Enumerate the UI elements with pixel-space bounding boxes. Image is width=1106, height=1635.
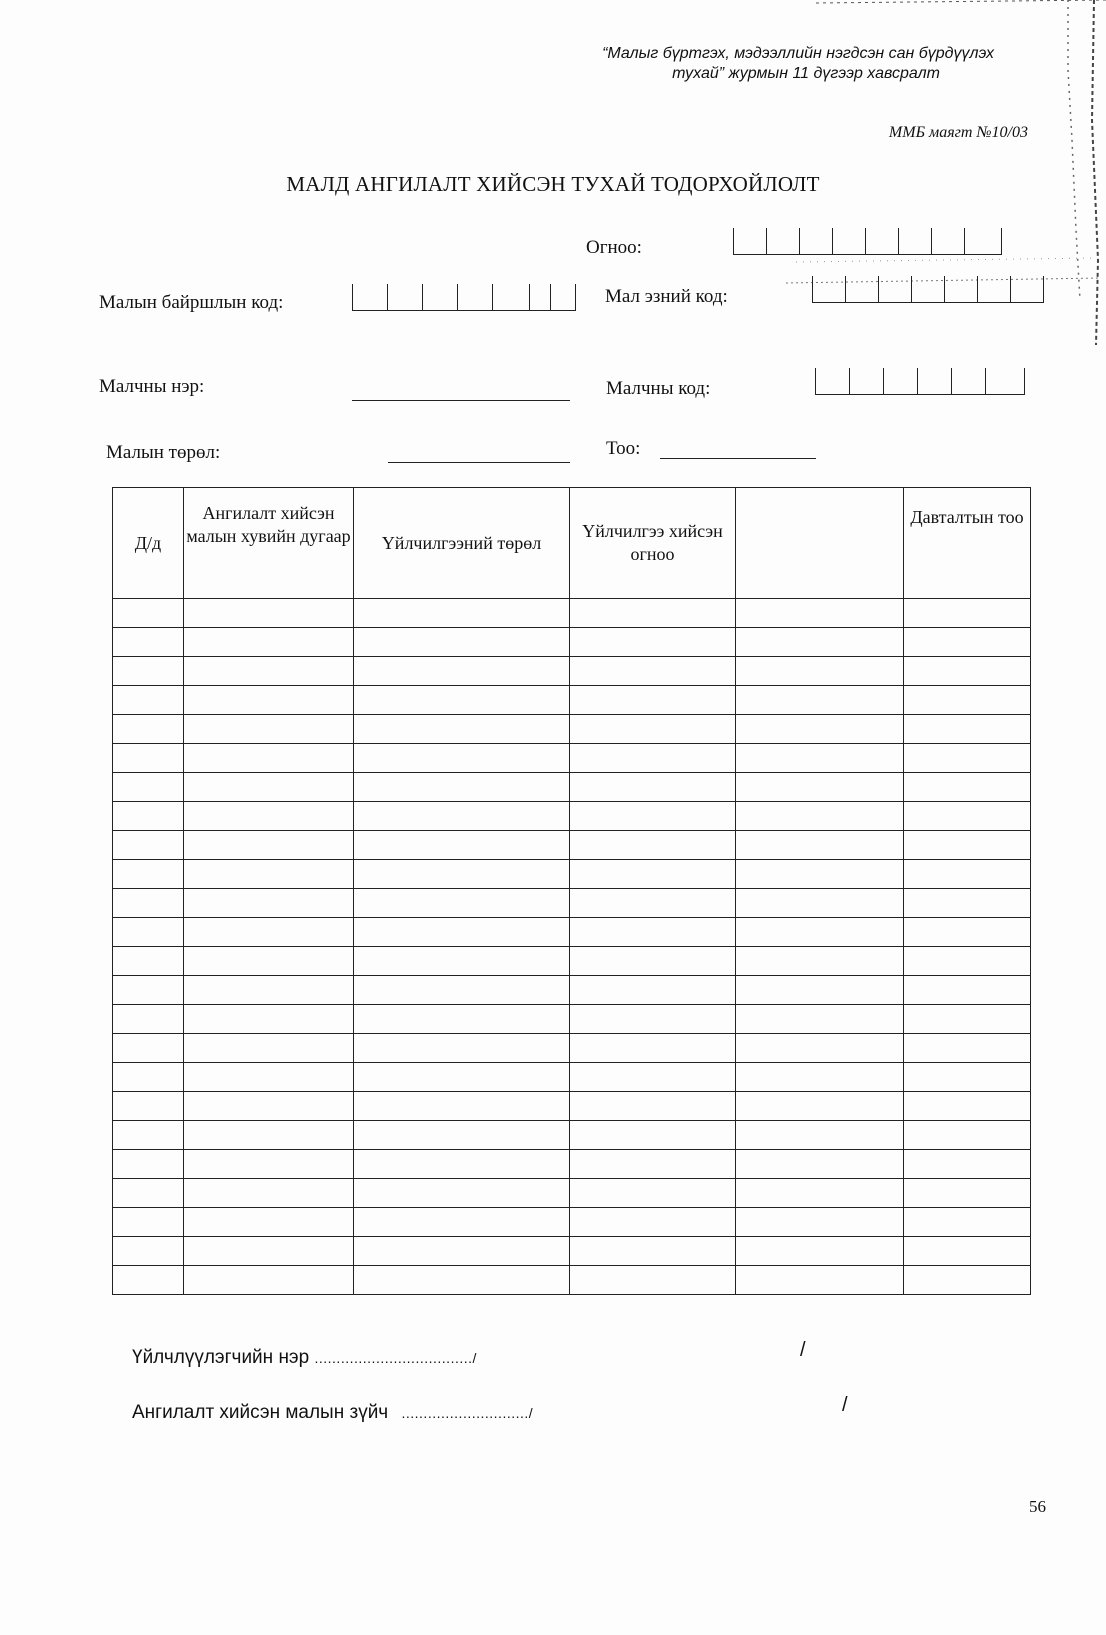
table-cell[interactable] — [113, 1034, 184, 1063]
table-cell[interactable] — [354, 1237, 570, 1266]
table-row — [113, 918, 1031, 947]
table-cell[interactable] — [904, 802, 1031, 831]
table-cell[interactable] — [904, 947, 1031, 976]
table-cell[interactable] — [184, 628, 354, 657]
table-cell[interactable] — [184, 599, 354, 628]
table-cell[interactable] — [570, 1237, 736, 1266]
table-cell[interactable] — [184, 773, 354, 802]
table-cell[interactable] — [113, 860, 184, 889]
table-cell[interactable] — [736, 1063, 904, 1092]
table-cell[interactable] — [113, 918, 184, 947]
table-cell[interactable] — [736, 1208, 904, 1237]
table-cell[interactable] — [570, 1150, 736, 1179]
table-cell[interactable] — [184, 744, 354, 773]
table-cell[interactable] — [904, 1266, 1031, 1295]
table-cell[interactable] — [184, 1237, 354, 1266]
zootechnician-line — [132, 1402, 533, 1424]
table-cell[interactable] — [904, 628, 1031, 657]
table-cell[interactable] — [354, 1179, 570, 1208]
herder-name-field[interactable] — [352, 378, 570, 401]
service-user-label: Үйлчлүүлэгчийн нэр — [132, 1347, 310, 1368]
table-cell[interactable] — [904, 918, 1031, 947]
table-cell[interactable] — [113, 1005, 184, 1034]
table-row — [113, 744, 1031, 773]
table-cell[interactable] — [354, 1150, 570, 1179]
table-cell[interactable] — [184, 860, 354, 889]
table-cell[interactable] — [184, 657, 354, 686]
table-cell[interactable] — [736, 1150, 904, 1179]
table-cell[interactable] — [904, 1005, 1031, 1034]
location-code-label: Малын байршлын код: — [99, 292, 284, 313]
table-cell[interactable] — [354, 1266, 570, 1295]
table-cell[interactable] — [113, 1208, 184, 1237]
table-cell[interactable] — [354, 1063, 570, 1092]
page-number: 56 — [1029, 1497, 1046, 1516]
table-cell[interactable] — [113, 628, 184, 657]
table-cell[interactable] — [113, 1237, 184, 1266]
table-cell[interactable] — [354, 715, 570, 744]
table-cell[interactable] — [904, 831, 1031, 860]
livestock-type-field[interactable] — [388, 440, 570, 463]
header-repeat-count: Давталтын тоо — [904, 488, 1031, 599]
zootechnician-signature-field[interactable]: ............................./ — [401, 1405, 534, 1421]
table-cell[interactable] — [113, 686, 184, 715]
table-cell[interactable] — [184, 686, 354, 715]
location-code-boxes[interactable] — [352, 284, 576, 311]
table-row — [113, 1150, 1031, 1179]
table-cell[interactable] — [354, 802, 570, 831]
table-cell[interactable] — [736, 889, 904, 918]
table-cell[interactable] — [354, 860, 570, 889]
table-cell[interactable] — [184, 715, 354, 744]
regulation-line-1: “Малыг бүртгэх, мэдээллийн нэгдсэн сан бүрдүүлэх — [602, 45, 994, 62]
table-cell[interactable] — [354, 976, 570, 1005]
table-row — [113, 947, 1031, 976]
table-cell[interactable] — [904, 976, 1031, 1005]
table-cell[interactable] — [904, 1237, 1031, 1266]
table-cell[interactable] — [113, 1092, 184, 1121]
table-cell[interactable] — [113, 1179, 184, 1208]
table-cell[interactable] — [570, 1121, 736, 1150]
table-row — [113, 860, 1031, 889]
table-cell[interactable] — [354, 1034, 570, 1063]
table-cell[interactable] — [570, 1266, 736, 1295]
table-cell[interactable] — [904, 1208, 1031, 1237]
table-cell[interactable] — [904, 1150, 1031, 1179]
table-cell[interactable] — [184, 889, 354, 918]
table-cell[interactable] — [354, 1208, 570, 1237]
table-cell[interactable] — [184, 1150, 354, 1179]
table-cell[interactable] — [904, 1092, 1031, 1121]
table-row — [113, 773, 1031, 802]
table-cell[interactable] — [904, 657, 1031, 686]
classification-table — [112, 487, 1031, 1295]
table-row — [113, 831, 1031, 860]
table-cell[interactable] — [184, 1208, 354, 1237]
table-cell[interactable] — [904, 1121, 1031, 1150]
table-cell[interactable] — [736, 947, 904, 976]
table-header-row — [113, 488, 1031, 599]
table-row — [113, 715, 1031, 744]
table-cell[interactable] — [904, 744, 1031, 773]
header-service-date: Үйлчилгээ хийсэн огноо — [570, 488, 736, 599]
table-cell[interactable] — [354, 628, 570, 657]
table-cell[interactable] — [354, 686, 570, 715]
table-row — [113, 976, 1031, 1005]
table-cell[interactable] — [904, 686, 1031, 715]
table-cell[interactable] — [570, 1063, 736, 1092]
date-label: Огноо: — [586, 237, 642, 258]
table-cell[interactable] — [570, 860, 736, 889]
table-cell[interactable] — [113, 1150, 184, 1179]
regulation-note — [524, 44, 994, 84]
page-title: МАЛД АНГИЛАЛТ ХИЙСЭН ТУХАЙ ТОДОРХОЙЛОЛТ — [286, 172, 820, 196]
table-cell[interactable] — [570, 744, 736, 773]
table-cell[interactable] — [354, 889, 570, 918]
table-cell[interactable] — [113, 947, 184, 976]
table-cell[interactable] — [736, 860, 904, 889]
table-cell[interactable] — [354, 657, 570, 686]
table-cell[interactable] — [736, 1092, 904, 1121]
table-cell[interactable] — [570, 686, 736, 715]
table-cell[interactable] — [570, 976, 736, 1005]
table-row — [113, 1092, 1031, 1121]
table-cell[interactable] — [354, 831, 570, 860]
table-cell[interactable] — [904, 889, 1031, 918]
table-cell[interactable] — [354, 947, 570, 976]
table-cell[interactable] — [184, 1266, 354, 1295]
header-index: Д/д — [113, 488, 184, 599]
table-cell[interactable] — [113, 831, 184, 860]
table-cell[interactable] — [736, 1034, 904, 1063]
table-cell[interactable] — [736, 1266, 904, 1295]
table-row — [113, 889, 1031, 918]
table-cell[interactable] — [184, 1121, 354, 1150]
table-cell[interactable] — [736, 802, 904, 831]
table-cell[interactable] — [184, 1034, 354, 1063]
table-cell[interactable] — [736, 628, 904, 657]
table-row — [113, 1063, 1031, 1092]
table-cell[interactable] — [736, 1237, 904, 1266]
table-cell[interactable] — [904, 715, 1031, 744]
table-row — [113, 1208, 1031, 1237]
zootechnician-slash: / — [842, 1394, 848, 1416]
table-cell[interactable] — [113, 889, 184, 918]
herder-code-label: Малчны код: — [606, 378, 711, 399]
table-cell[interactable] — [113, 657, 184, 686]
table-cell[interactable] — [354, 918, 570, 947]
regulation-line-2: тухай” журмын 11 дүгээр хавсралт — [672, 65, 940, 82]
table-cell[interactable] — [736, 831, 904, 860]
table-cell[interactable] — [570, 773, 736, 802]
table-cell[interactable] — [354, 1121, 570, 1150]
service-user-slash: / — [800, 1339, 806, 1361]
table-cell[interactable] — [570, 628, 736, 657]
table-cell[interactable] — [736, 773, 904, 802]
form-code: ММБ маягт №10/03 — [888, 124, 1028, 141]
table-cell[interactable] — [736, 744, 904, 773]
table-cell[interactable] — [354, 773, 570, 802]
table-cell[interactable] — [570, 1005, 736, 1034]
table-cell[interactable] — [570, 715, 736, 744]
table-cell[interactable] — [736, 657, 904, 686]
table-cell[interactable] — [904, 860, 1031, 889]
header-blank — [736, 488, 904, 599]
livestock-type-label: Малын төрөл: — [106, 442, 221, 463]
table-row — [113, 628, 1031, 657]
table-cell[interactable] — [570, 802, 736, 831]
table-cell[interactable] — [904, 599, 1031, 628]
herder-name-label: Малчны нэр: — [99, 376, 205, 397]
table-cell[interactable] — [184, 1063, 354, 1092]
table-cell[interactable] — [113, 1121, 184, 1150]
table-cell[interactable] — [570, 1034, 736, 1063]
service-user-line — [132, 1347, 477, 1369]
table-cell[interactable] — [113, 715, 184, 744]
table-cell[interactable] — [570, 1208, 736, 1237]
table-cell[interactable] — [113, 802, 184, 831]
table-cell[interactable] — [904, 1179, 1031, 1208]
header-service-type: Үйлчилгээний төрөл — [354, 488, 570, 599]
table-cell[interactable] — [113, 773, 184, 802]
table-cell[interactable] — [904, 1063, 1031, 1092]
table-row — [113, 802, 1031, 831]
table-cell[interactable] — [113, 744, 184, 773]
table-cell[interactable] — [184, 947, 354, 976]
herder-code-boxes[interactable] — [815, 368, 1025, 395]
table-cell[interactable] — [184, 918, 354, 947]
table-cell[interactable] — [736, 1121, 904, 1150]
table-cell[interactable] — [113, 1266, 184, 1295]
table-cell[interactable] — [184, 1179, 354, 1208]
table-cell[interactable] — [113, 976, 184, 1005]
table-cell[interactable] — [736, 1179, 904, 1208]
table-cell[interactable] — [570, 1092, 736, 1121]
table-cell[interactable] — [184, 976, 354, 1005]
table-cell[interactable] — [570, 1179, 736, 1208]
table-cell[interactable] — [736, 715, 904, 744]
table-row — [113, 1237, 1031, 1266]
date-code-boxes[interactable] — [733, 228, 1002, 255]
zootechnician-label: Ангилалт хийсэн малын зүйч — [132, 1402, 389, 1423]
table-cell[interactable] — [570, 831, 736, 860]
table-cell[interactable] — [184, 1092, 354, 1121]
table-cell[interactable] — [570, 918, 736, 947]
table-cell[interactable] — [570, 599, 736, 628]
table-cell[interactable] — [570, 947, 736, 976]
owner-code-label: Мал эзний код: — [605, 286, 728, 307]
table-cell[interactable] — [354, 1092, 570, 1121]
table-cell[interactable] — [570, 889, 736, 918]
table-cell[interactable] — [184, 802, 354, 831]
table-cell[interactable] — [184, 1005, 354, 1034]
table-cell[interactable] — [736, 918, 904, 947]
table-cell[interactable] — [736, 976, 904, 1005]
table-row — [113, 1034, 1031, 1063]
table-cell[interactable] — [736, 1005, 904, 1034]
table-cell[interactable] — [904, 1034, 1031, 1063]
table-row — [113, 657, 1031, 686]
table-row — [113, 599, 1031, 628]
table-row — [113, 1179, 1031, 1208]
table-row — [113, 1266, 1031, 1295]
table-cell[interactable] — [354, 1005, 570, 1034]
table-cell[interactable] — [113, 599, 184, 628]
table-cell[interactable] — [570, 657, 736, 686]
table-cell[interactable] — [736, 686, 904, 715]
table-cell[interactable] — [113, 1063, 184, 1092]
header-animal-id: Ангилалт хийсэн малын хувийн дугаар — [184, 488, 354, 599]
count-label: Тоо: — [606, 438, 641, 459]
table-row — [113, 1121, 1031, 1150]
table-cell[interactable] — [184, 831, 354, 860]
table-body — [113, 599, 1031, 1295]
table-row — [113, 1005, 1031, 1034]
table-row — [113, 686, 1031, 715]
table-cell[interactable] — [354, 599, 570, 628]
table-cell[interactable] — [354, 744, 570, 773]
owner-code-boxes[interactable] — [812, 276, 1044, 303]
count-field[interactable] — [660, 436, 816, 459]
table-cell[interactable] — [904, 773, 1031, 802]
table-cell[interactable] — [736, 599, 904, 628]
service-user-signature-field[interactable]: ..................................../ — [314, 1350, 477, 1366]
